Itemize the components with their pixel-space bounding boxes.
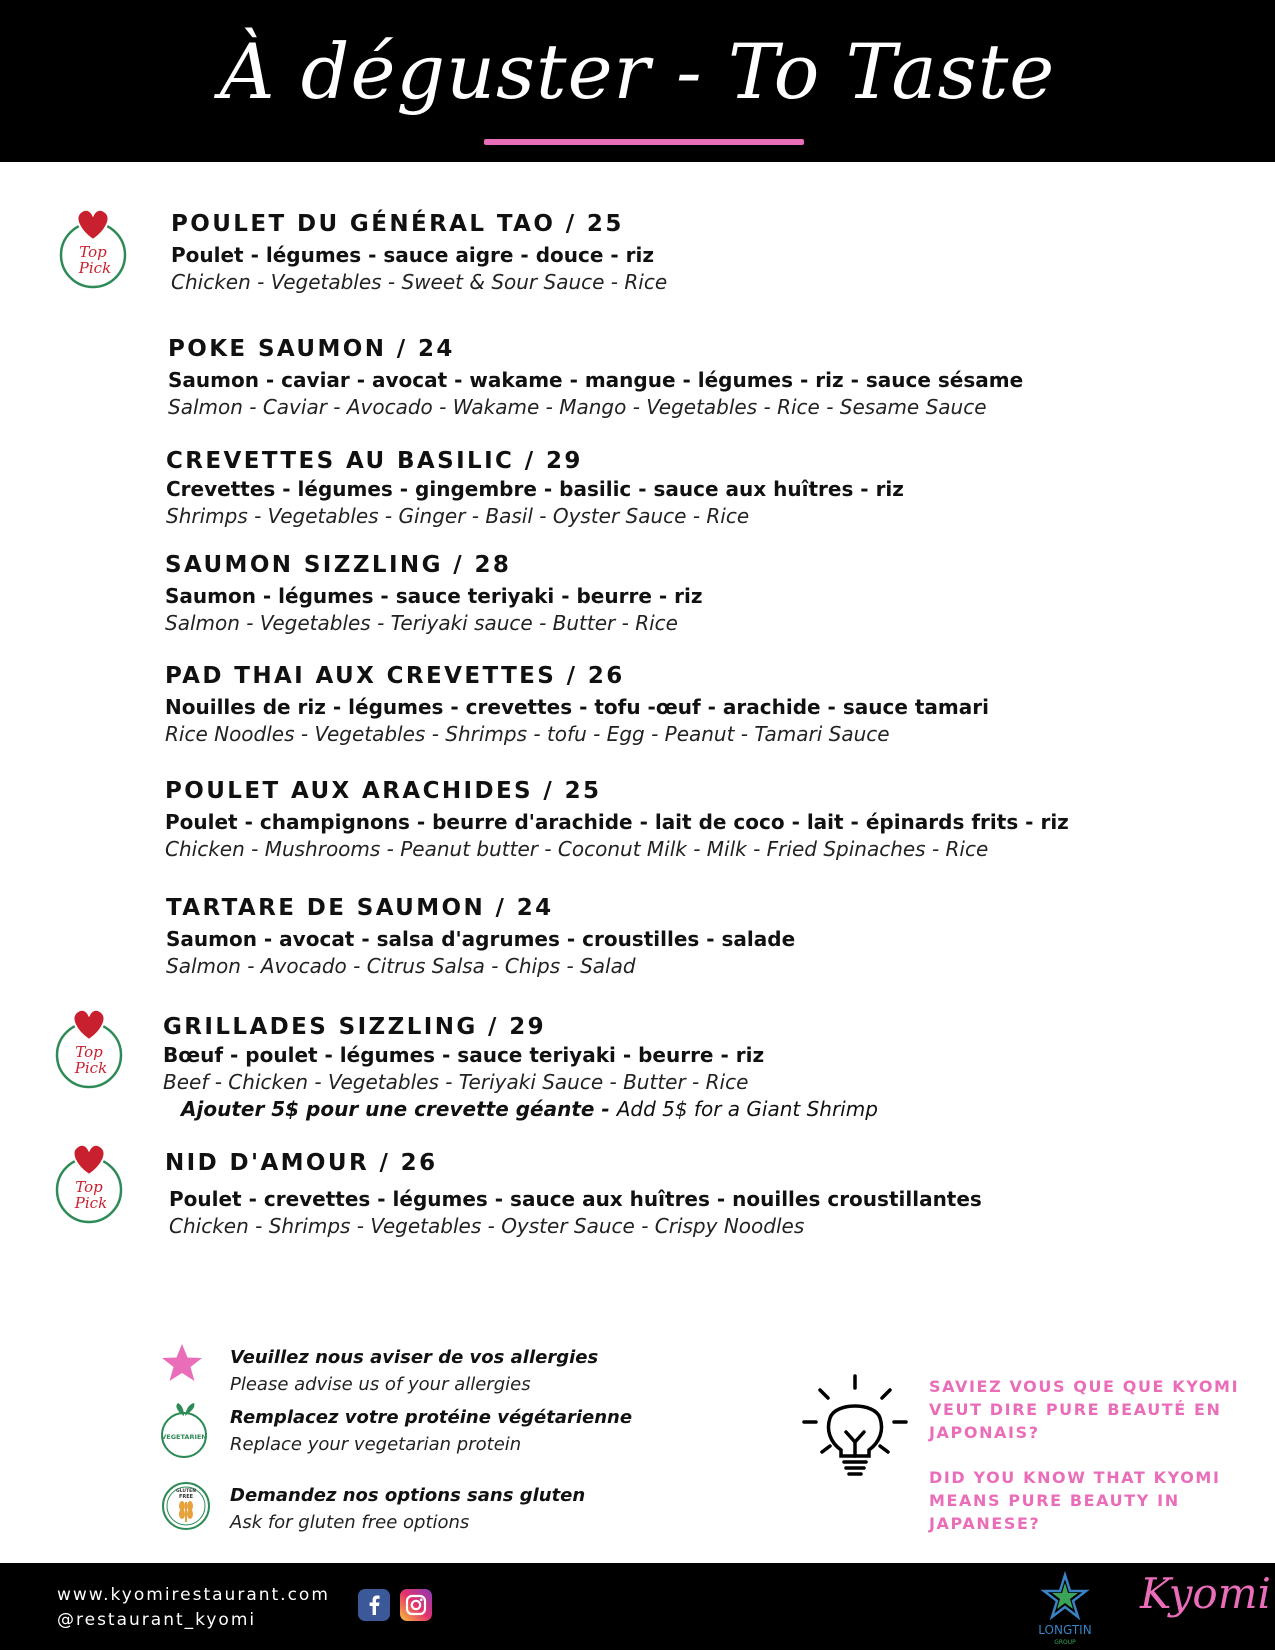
dish-title: SAUMON SIZZLING / 28 xyxy=(165,552,512,578)
dish-ingredients-en: Beef - Chicken - Vegetables - Teriyaki Sauce - Butter - Rice xyxy=(163,1069,749,1094)
dish-title: PAD THAI AUX CREVETTES / 26 xyxy=(165,663,625,689)
vegetarian-icon xyxy=(160,1402,212,1464)
facebook-icon[interactable] xyxy=(358,1589,390,1621)
page-title: À déguster - To Taste xyxy=(219,27,1056,116)
vegetarian-label: VEGETARIEN xyxy=(161,1433,207,1441)
dish-ingredients-fr: Saumon - caviar - avocat - wakame - mangue - légumes - riz - sauce sésame xyxy=(168,367,1024,392)
dish-title: NID D'AMOUR / 26 xyxy=(165,1150,438,1176)
gluten-free-icon xyxy=(160,1480,212,1536)
dish-ingredients-fr: Poulet - légumes - sauce aigre - douce - riz xyxy=(171,242,654,267)
dish-ingredients-fr: Saumon - légumes - sauce teriyaki - beurre - riz xyxy=(165,583,703,608)
longtin-label: LONGTIN xyxy=(1038,1623,1092,1637)
longtin-group-logo xyxy=(1030,1571,1100,1647)
top-pick-line1: Top xyxy=(79,243,107,261)
legend-fr: Veuillez nous aviser de vos allergies xyxy=(230,1347,599,1368)
top-pick-line1: Top xyxy=(75,1043,103,1061)
menu-item xyxy=(165,778,1069,863)
legend-fr: Remplacez votre protéine végétarienne xyxy=(230,1407,633,1428)
top-pick-badge xyxy=(50,1140,128,1232)
gluten-label-1: GLUTEN xyxy=(176,1489,196,1494)
dish-ingredients-fr: Poulet - crevettes - légumes - sauce aux huîtres - nouilles croustillantes xyxy=(169,1186,982,1211)
website-link[interactable]: www.kyomirestaurant.com xyxy=(57,1585,330,1605)
dish-ingredients-fr: Crevettes - légumes - gingembre - basilic - sauce aux huîtres - riz xyxy=(166,476,904,501)
dish-ingredients-en: Salmon - Vegetables - Teriyaki sauce - Butter - Rice xyxy=(165,610,678,635)
star-icon xyxy=(160,1342,204,1388)
dish-title: POULET DU GÉNÉRAL TAO / 25 xyxy=(171,211,624,237)
legend-en: Please advise us of your allergies xyxy=(230,1374,531,1395)
supplement-fr: Ajouter 5$ pour une crevette géante - xyxy=(181,1096,617,1121)
dish-ingredients-en: Chicken - Vegetables - Sweet & Sour Sauce - Rice xyxy=(171,269,668,294)
dish-title: GRILLADES SIZZLING / 29 xyxy=(163,1014,547,1040)
legend-en: Replace your vegetarian protein xyxy=(230,1434,522,1455)
menu-item xyxy=(165,663,989,748)
top-pick-line2: Pick xyxy=(74,1194,108,1212)
supplement-en: Add 5$ for a Giant Shrimp xyxy=(616,1096,878,1121)
dish-ingredients-en: Chicken - Mushrooms - Peanut butter - Coconut Milk - Milk - Fried Spinaches - Rice xyxy=(165,836,989,861)
menu-item xyxy=(163,1014,878,1123)
dish-ingredients-en: Rice Noodles - Vegetables - Shrimps - tofu - Egg - Peanut - Tamari Sauce xyxy=(165,721,890,746)
legend-fr: Demandez nos options sans gluten xyxy=(230,1485,586,1506)
menu-item xyxy=(171,211,667,296)
header-bar xyxy=(0,0,1275,162)
menu-item xyxy=(168,336,1023,421)
dish-title: POULET AUX ARACHIDES / 25 xyxy=(165,778,602,804)
menu-item xyxy=(165,1150,982,1240)
fact-en: DID YOU KNOW THAT KYOMI MEANS PURE BEAUTY IN JAPANESE? xyxy=(929,1468,1221,1533)
dish-title: TARTARE DE SAUMON / 24 xyxy=(166,895,554,921)
instagram-icon[interactable] xyxy=(400,1589,432,1621)
dish-ingredients-en: Shrimps - Vegetables - Ginger - Basil - Oyster Sauce - Rice xyxy=(166,503,750,528)
menu-item xyxy=(166,448,904,530)
lightbulb-icon xyxy=(800,1372,910,1482)
top-pick-line1: Top xyxy=(75,1178,103,1196)
top-pick-badge xyxy=(50,1005,128,1097)
fact-fr: SAVIEZ VOUS QUE QUE KYOMI VEUT DIRE PURE BEAUTÉ EN JAPONAIS? xyxy=(929,1377,1240,1442)
dish-ingredients-en: Chicken - Shrimps - Vegetables - Oyster Sauce - Crispy Noodles xyxy=(169,1213,805,1238)
top-pick-badge xyxy=(54,205,132,297)
footer-bar xyxy=(0,1563,1275,1650)
longtin-sub: GROUP xyxy=(1054,1639,1076,1646)
dish-title: POKE SAUMON / 24 xyxy=(168,336,455,362)
dish-ingredients-en: Salmon - Avocado - Citrus Salsa - Chips - Salad xyxy=(166,953,636,978)
title-underline xyxy=(484,139,804,145)
instagram-handle[interactable]: @restaurant_kyomi xyxy=(57,1610,257,1630)
dish-ingredients-fr: Bœuf - poulet - légumes - sauce teriyaki - beurre - riz xyxy=(163,1042,765,1067)
dish-ingredients-fr: Saumon - avocat - salsa d'agrumes - croustilles - salade xyxy=(166,926,796,951)
top-pick-line2: Pick xyxy=(78,259,112,277)
dish-ingredients-fr: Nouilles de riz - légumes - crevettes - tofu -œuf - arachide - sauce tamari xyxy=(165,694,989,719)
gluten-label-2: FREE xyxy=(178,1494,194,1500)
kyomi-fact xyxy=(929,1375,1249,1557)
legend-en: Ask for gluten free options xyxy=(230,1512,470,1533)
top-pick-line2: Pick xyxy=(74,1059,108,1077)
dish-ingredients-en: Salmon - Caviar - Avocado - Wakame - Mango - Vegetables - Rice - Sesame Sauce xyxy=(168,394,987,419)
dish-ingredients-fr: Poulet - champignons - beurre d'arachide - lait de coco - lait - épinards frits - riz xyxy=(165,809,1069,834)
kyomi-logo: Kyomi xyxy=(1140,1569,1271,1618)
menu-item xyxy=(165,552,702,637)
menu-item xyxy=(166,895,795,980)
dish-supplement xyxy=(181,1096,878,1123)
dish-title: CREVETTES AU BASILIC / 29 xyxy=(166,448,583,474)
